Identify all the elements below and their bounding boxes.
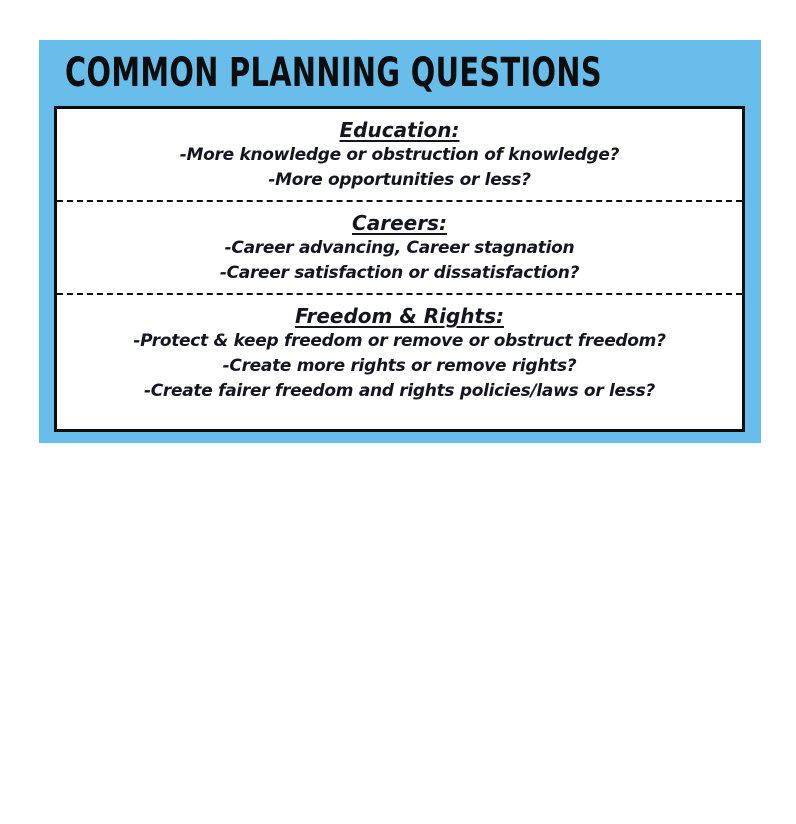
section-heading-freedom-rights: Freedom & Rights: bbox=[295, 304, 504, 328]
questions-card bbox=[54, 106, 745, 432]
question-item: -Career satisfaction or dissatisfaction? bbox=[219, 263, 580, 283]
question-item: -More knowledge or obstruction of knowledge? bbox=[179, 145, 620, 165]
question-item: -More opportunities or less? bbox=[268, 170, 531, 190]
question-item: -Create more rights or remove rights? bbox=[222, 356, 577, 376]
section-freedom-rights bbox=[57, 295, 742, 411]
section-heading-careers: Careers: bbox=[352, 211, 447, 235]
question-item: -Protect & keep freedom or remove or obstruct freedom? bbox=[133, 331, 666, 351]
question-item: -Career advancing, Career stagnation bbox=[224, 238, 575, 258]
section-heading-education: Education: bbox=[339, 118, 460, 142]
section-education bbox=[57, 109, 742, 200]
question-item: -Create fairer freedom and rights policies/laws or less? bbox=[144, 381, 655, 401]
panel-header bbox=[39, 40, 761, 106]
section-careers bbox=[57, 202, 742, 293]
page-title: COMMON PLANNING QUESTIONS bbox=[65, 50, 602, 96]
planning-questions-panel bbox=[39, 40, 761, 443]
